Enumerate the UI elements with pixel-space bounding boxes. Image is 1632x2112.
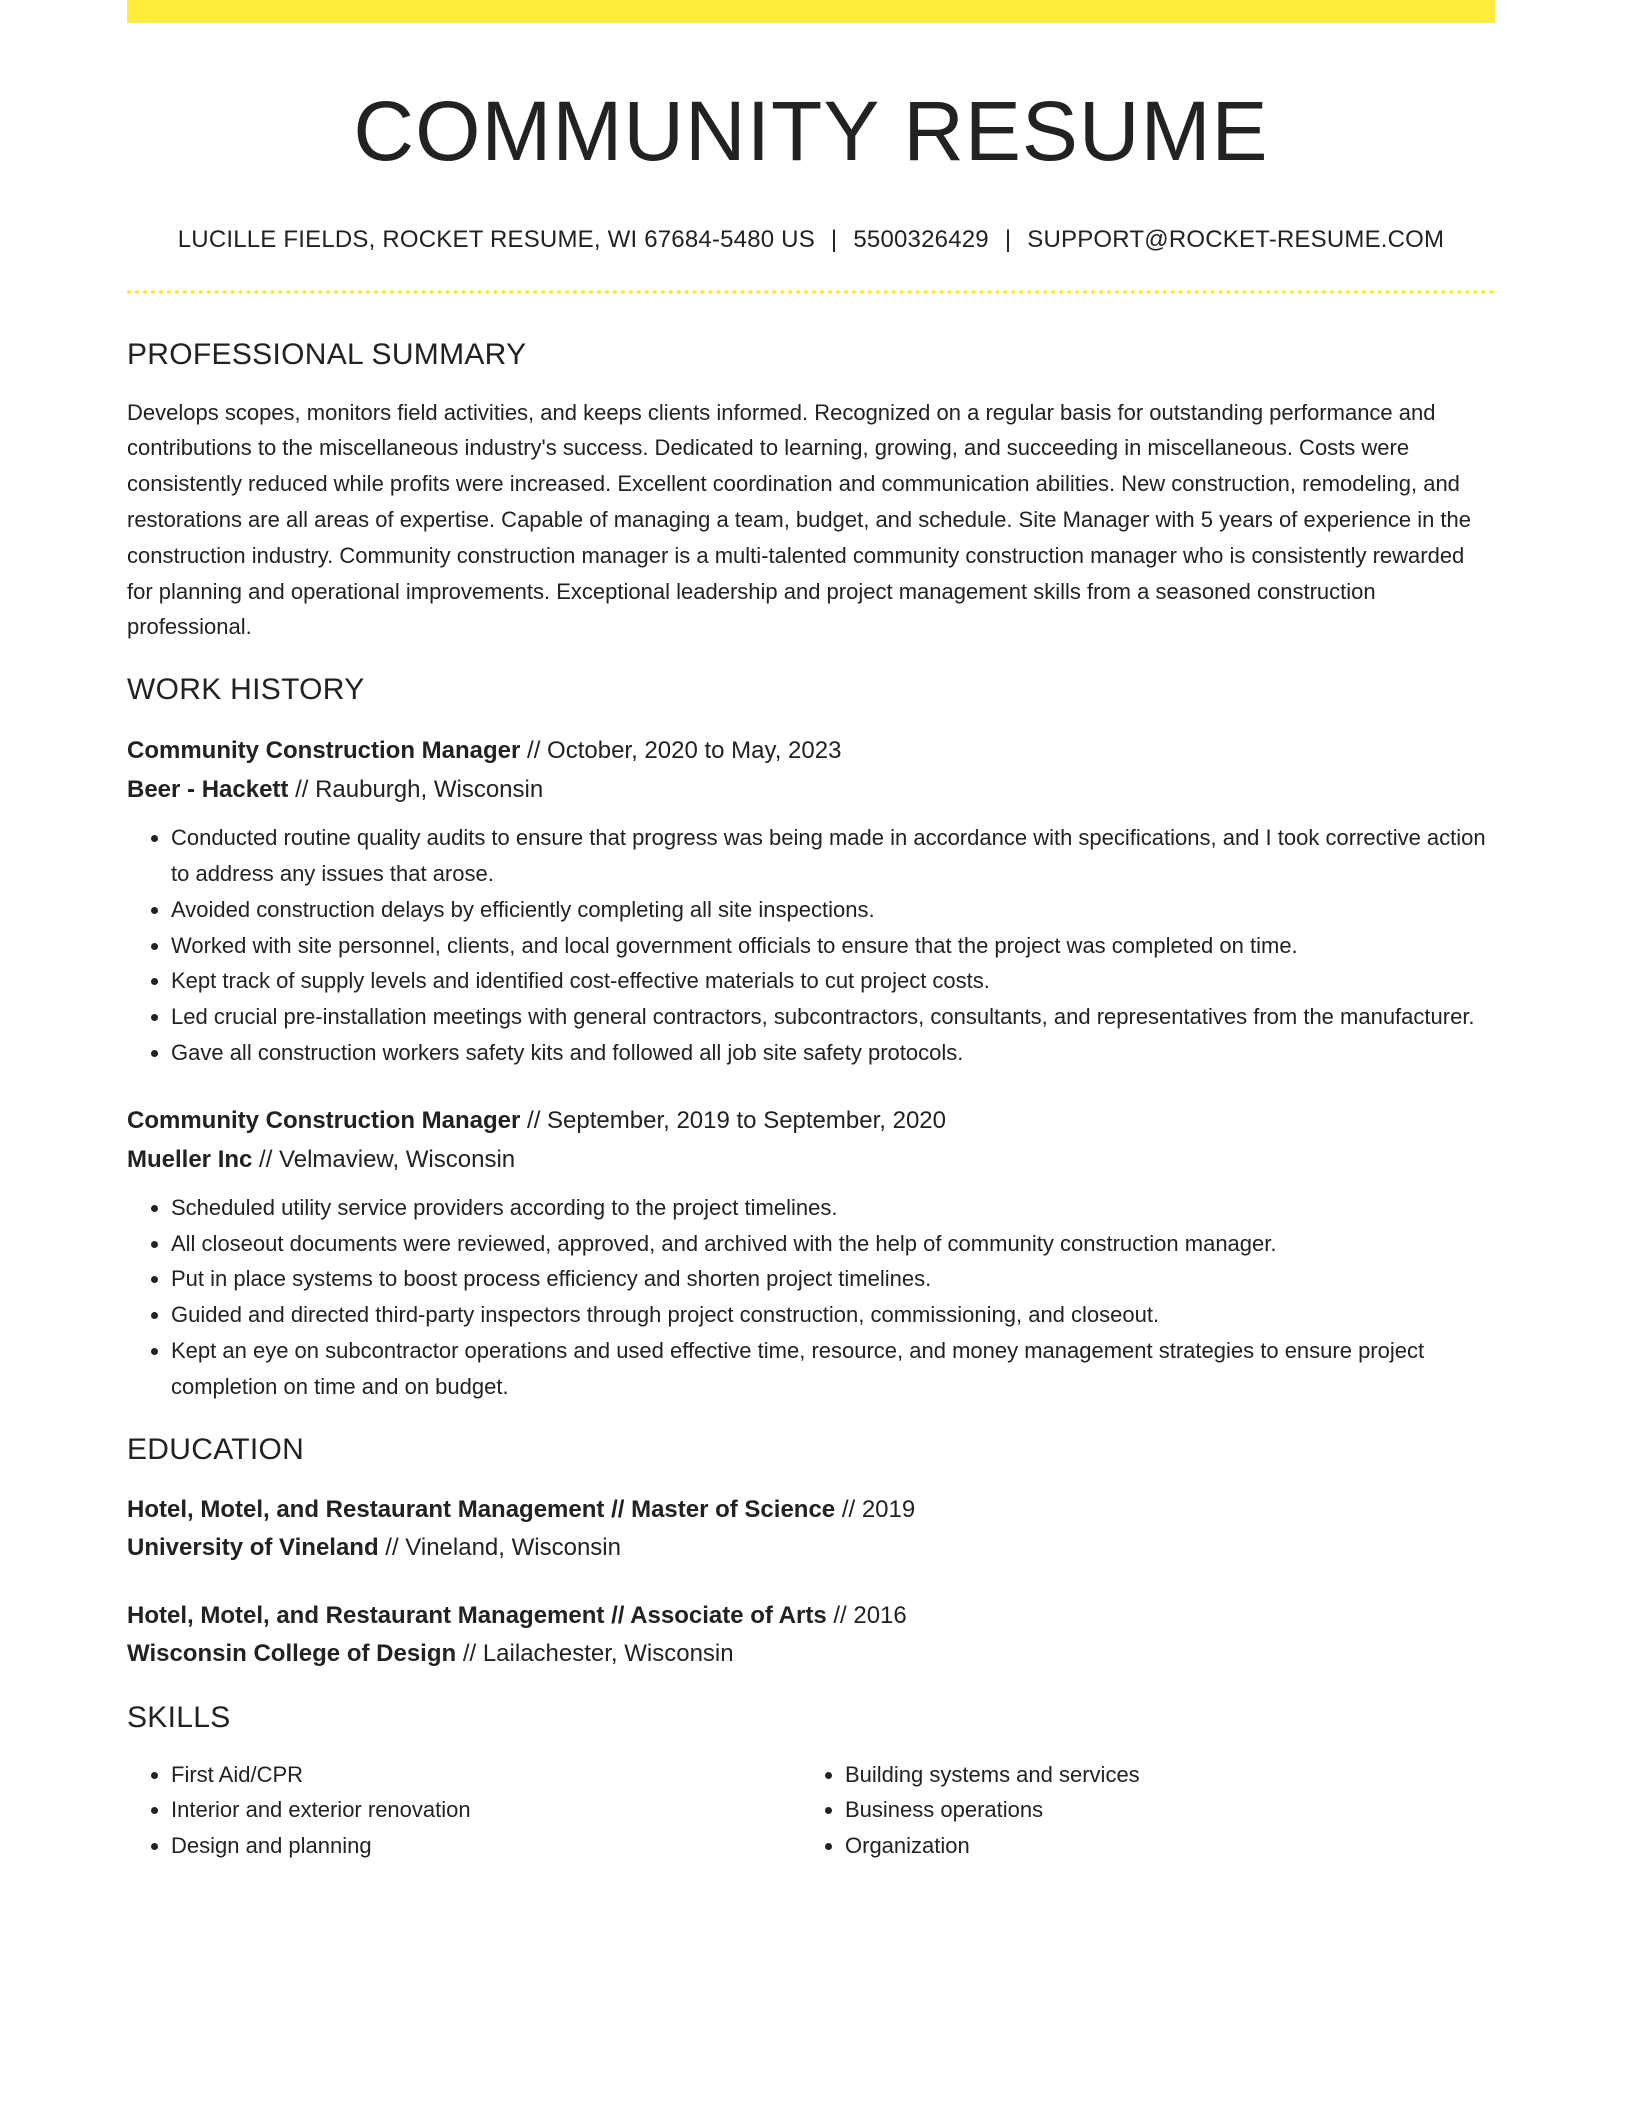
school-name: Wisconsin College of Design xyxy=(127,1639,457,1667)
education-entry xyxy=(127,1491,1495,1567)
skills-grid xyxy=(127,1757,1495,1864)
job-company: Mueller Inc xyxy=(127,1145,253,1173)
school-line xyxy=(127,1635,1495,1673)
skill-item: • Building systems and services xyxy=(845,1757,1475,1793)
job-company-line xyxy=(127,770,1495,809)
job-dates: // September, 2019 to September, 2020 xyxy=(527,1106,946,1134)
top-accent-bar xyxy=(127,0,1495,23)
degree-name: Hotel, Motel, and Restaurant Management // Associate of Arts xyxy=(127,1601,827,1629)
degree-year: // 2019 xyxy=(841,1495,916,1523)
resume-page xyxy=(127,0,1495,1864)
list-item: • Kept an eye on subcontractor operations and used effective time, resource, and money management strategies to ensure project completion on time and on budget. xyxy=(171,1333,1495,1405)
job-title: Community Construction Manager xyxy=(127,737,521,765)
degree-year: // 2016 xyxy=(833,1601,907,1629)
contact-separator: | xyxy=(830,225,838,253)
job-location: // Rauburgh, Wisconsin xyxy=(295,776,544,804)
list-item: • Guided and directed third-party inspectors through project construction, commissioning, and closeout. xyxy=(171,1297,1495,1333)
job-company-line xyxy=(127,1140,1495,1179)
skills-heading: SKILLS xyxy=(127,1700,231,1734)
contact-line xyxy=(127,226,1495,254)
list-item: • Gave all construction workers safety kits and followed all job site safety protocols. xyxy=(171,1035,1495,1071)
dotted-divider xyxy=(127,290,1495,294)
school-location: // Lailachester, Wisconsin xyxy=(462,1639,734,1667)
skill-item: • First Aid/CPR xyxy=(171,1757,801,1793)
degree-name: Hotel, Motel, and Restaurant Management // Master of Science xyxy=(127,1495,836,1523)
degree-line xyxy=(127,1491,1495,1529)
list-item: • Avoided construction delays by efficiently completing all site inspections. xyxy=(171,892,1495,928)
school-location: // Vineland, Wisconsin xyxy=(385,1533,621,1561)
degree-line xyxy=(127,1597,1495,1635)
resume-title: COMMUNITY RESUME xyxy=(353,84,1269,178)
job-bullets xyxy=(127,820,1495,1071)
list-item: • Worked with site personnel, clients, and local government officials to ensure that the project was completed on time. xyxy=(171,928,1495,964)
school-name: University of Vineland xyxy=(127,1533,379,1561)
education-heading: EDUCATION xyxy=(127,1432,305,1466)
list-item: • Kept track of supply levels and identified cost-effective materials to cut project costs. xyxy=(171,963,1495,999)
job-title-line xyxy=(127,731,1495,770)
skill-item: • Interior and exterior renovation xyxy=(171,1792,801,1828)
skill-item: • Organization xyxy=(845,1828,1475,1864)
school-line xyxy=(127,1529,1495,1567)
contact-phone: 5500326429 xyxy=(853,225,989,253)
list-item: • Scheduled utility service providers according to the project timelines. xyxy=(171,1190,1495,1226)
work-history-heading: WORK HISTORY xyxy=(127,673,365,707)
summary-text: Develops scopes, monitors field activities, and keeps clients informed. Recognized on a regular basis for outstanding performance and contributions to the miscellaneous industry's success. Dedicated to learning, growing, and succeeding in miscellaneous. Costs were consistently reduced while profits were increased. Excellent coordination and communication abilities. New construction, remodeling, and restorations are all areas of expertise. Capable of managing a team, budget, and schedule. Site Manager with 5 years of experience in the construction industry. Community construction manager is a multi-talented community construction manager who is consistently rewarded for planning and operational improvements. Exceptional leadership and project management skills from a seasoned construction professional. xyxy=(127,399,1472,640)
job-title: Community Construction Manager xyxy=(127,1106,521,1134)
contact-address: LUCILLE FIELDS, ROCKET RESUME, WI 67684-5480 US xyxy=(177,225,815,253)
job-title-line xyxy=(127,1101,1495,1140)
summary-heading: PROFESSIONAL SUMMARY xyxy=(127,337,527,371)
education-entry xyxy=(127,1597,1495,1673)
skills-column-left xyxy=(127,1757,801,1864)
contact-separator: | xyxy=(1004,225,1012,253)
skill-item: • Business operations xyxy=(845,1792,1475,1828)
list-item: • Put in place systems to boost process efficiency and shorten project timelines. xyxy=(171,1261,1495,1297)
list-item: • Led crucial pre-installation meetings with general contractors, subcontractors, consultants, and representatives from the manufacturer. xyxy=(171,999,1495,1035)
skills-column-right xyxy=(801,1757,1475,1864)
skill-item: • Design and planning xyxy=(171,1828,801,1864)
contact-email: SUPPORT@ROCKET-RESUME.COM xyxy=(1027,225,1445,253)
job-bullets xyxy=(127,1190,1495,1405)
list-item: • All closeout documents were reviewed, approved, and archived with the help of community construction manager. xyxy=(171,1226,1495,1262)
job-company: Beer - Hackett xyxy=(127,776,289,804)
job-entry xyxy=(127,731,1495,1071)
job-dates: // October, 2020 to May, 2023 xyxy=(527,737,842,765)
list-item: • Conducted routine quality audits to ensure that progress was being made in accordance with specifications, and I took corrective action to address any issues that arose. xyxy=(171,820,1495,892)
job-location: // Velmaview, Wisconsin xyxy=(259,1145,516,1173)
job-entry xyxy=(127,1101,1495,1405)
